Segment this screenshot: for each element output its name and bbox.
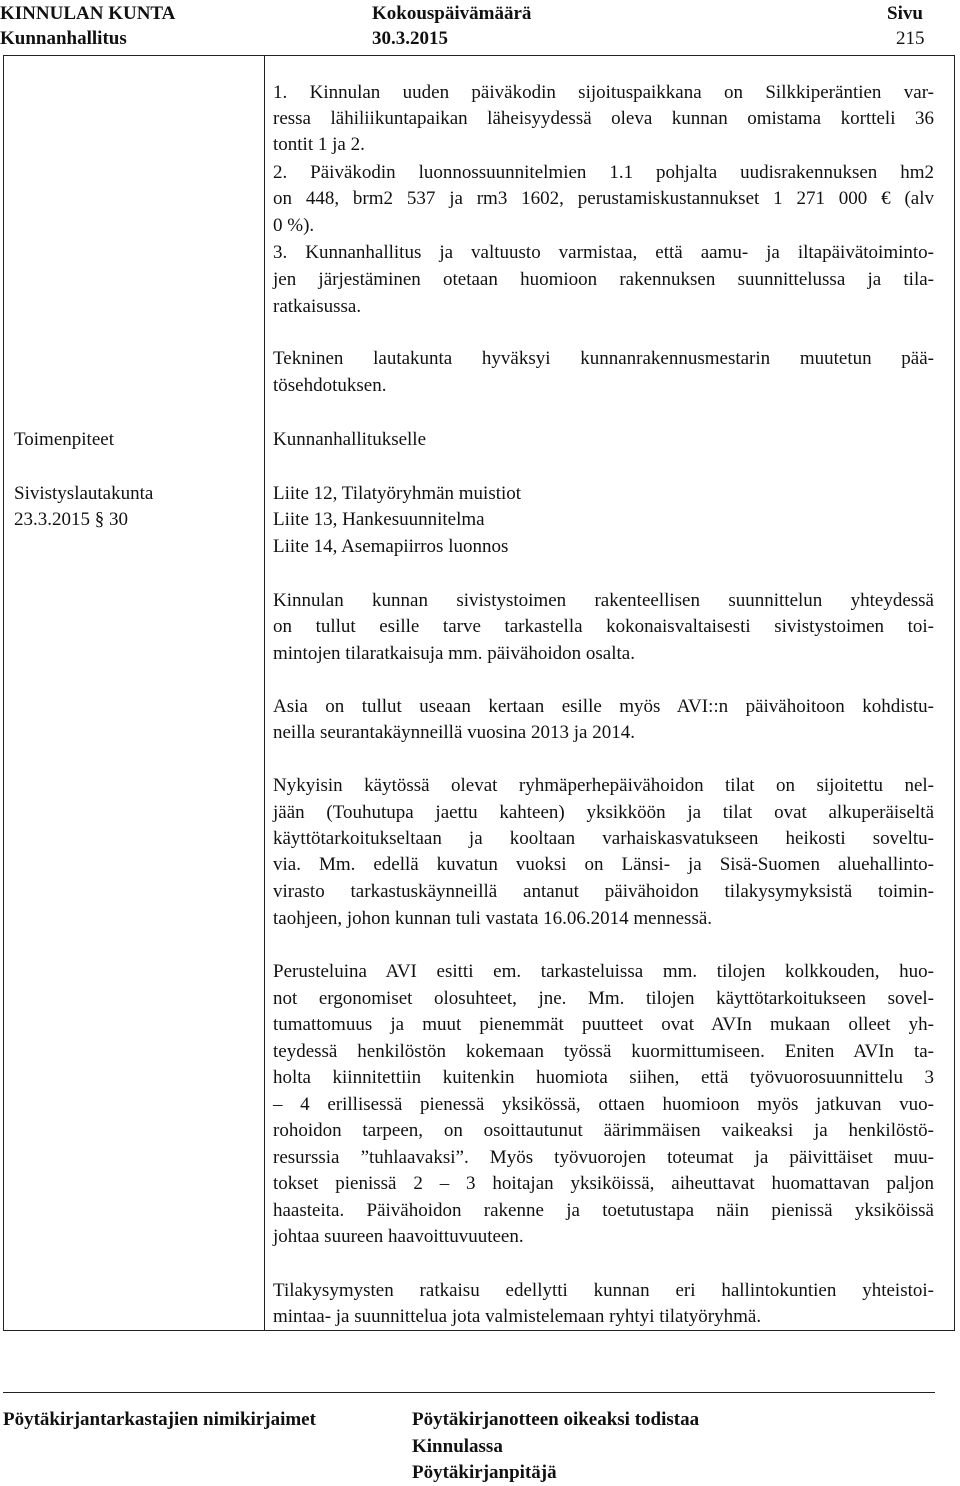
- text-line: 2. Päiväkodin luonnossuunnitelmien 1.1 pohjalta uudisrakennuksen hm2: [273, 162, 934, 183]
- text-line: Tilakysymysten ratkaisu edellytti kunnan eri hallintokuntien yhteistoi-: [273, 1280, 934, 1301]
- text-line: teydessä henkilöstön kokemaan työssä kuormittumiseen. Eniten AVIn ta-: [273, 1041, 934, 1062]
- committee-ref: 23.3.2015 § 30: [14, 509, 128, 530]
- text-line: via. Mm. edellä kuvatun vuoksi on Länsi- ja Sisä-Suomen aluehallinto-: [273, 854, 934, 875]
- text-line: Perusteluina AVI esitti em. tarkasteluissa mm. tilojen kolkkouden, huo-: [273, 961, 934, 982]
- side-heading: Toimenpiteet: [14, 429, 114, 450]
- date-label: Kokouspäivämäärä: [372, 3, 532, 24]
- text-line: tumattomuus ja muut pienemmät puutteet ovat AVIn mukaan olleet yh-: [273, 1014, 934, 1035]
- text-line: Tekninen lautakunta hyväksyi kunnanrakennusmestarin muutetun pää-: [273, 348, 934, 369]
- text-line: johtaa suureen haavoittuvuuteen.: [273, 1226, 524, 1247]
- column-divider: [264, 56, 265, 1330]
- text-line: taohjeen, johon kunnan tuli vastata 16.06.2014 mennessä.: [273, 908, 713, 929]
- text-line: jään (Touhutupa jaettu kahteen) yksikköön ja tilat ovat alkuperäiseltä: [273, 802, 934, 823]
- text-line: tontit 1 ja 2.: [273, 134, 365, 155]
- text-line: käyttötarkoitukseltaan ja kooltaan varhaiskasvatukseen heikosti soveltu-: [273, 828, 934, 849]
- text-line: Nykyisin käytössä olevat ryhmäperhepäivähoidon tilat on sijoitettu nel-: [273, 775, 934, 796]
- text-line: 1. Kinnulan uuden päiväkodin sijoituspaikkana on Silkkiperäntien var-: [273, 82, 934, 103]
- text-line: mintaa- ja suunnittelua jota valmistelemaan ryhtyi tilatyöryhmä.: [273, 1306, 762, 1327]
- text-line: holta kiinnitettiin kuitenkin huomiota siihen, että työvuorosuunnittelu 3: [273, 1067, 934, 1088]
- text-line: resurssia ”tuhlaavaksi”. Myös työvuorojen toteumat ja päivittäiset muu-: [273, 1147, 934, 1168]
- municipality-name: KINNULAN KUNTA: [0, 3, 176, 24]
- committee-name: Sivistyslautakunta: [14, 483, 154, 504]
- text-line: ressa lähiliikuntapaikan läheisyydessä oleva kunnan omistama kortteli 36: [273, 108, 934, 129]
- text-line: rohoidon tarpeen, on osoittautunut äärimmäisen vaikeaksi ja henkilöstö-: [273, 1120, 934, 1141]
- meeting-date: 30.3.2015: [372, 28, 448, 49]
- text-line: Liite 12, Tilatyöryhmän muistiot: [273, 483, 522, 504]
- text-line: tösehdotuksen.: [273, 375, 387, 396]
- page-label: Sivu: [887, 3, 923, 24]
- certified-label: Pöytäkirjanotteen oikeaksi todistaa: [412, 1409, 700, 1430]
- text-line: on tullut esille tarve tarkastella kokonaisvaltaisesti sivistystoimen toi-: [273, 616, 934, 637]
- text-line: Asia on tullut useaan kertaan esille myös AVI::n päivähoitoon kohdistu-: [273, 696, 934, 717]
- page-number: 215: [896, 28, 925, 49]
- text-line: haasteita. Päivähoidon rakenne ja toetutustapa näin pienissä yksiköissä: [273, 1200, 934, 1221]
- body-name: Kunnanhallitus: [0, 28, 127, 49]
- text-line: Liite 13, Hankesuunnitelma: [273, 509, 485, 530]
- text-line: – 4 erillisessä pienessä yksikössä, ottaen huomioon myös jatkuvan vuo-: [273, 1094, 934, 1115]
- text-line: tokset pienissä 2 – 3 hoitajan yksiköissä, aiheuttavat huomattavan paljon: [273, 1173, 934, 1194]
- text-line: not ergonomiset olosuhteet, jne. Mm. tilojen käyttötarkoitukseen sovel-: [273, 988, 934, 1009]
- text-line: jen järjestäminen otetaan huomioon rakennuksen suunnittelussa ja tila-: [273, 269, 934, 290]
- text-line: Liite 14, Asemapiirros luonnos: [273, 536, 509, 557]
- text-line: Kunnanhallitukselle: [273, 429, 427, 450]
- place-label: Kinnulassa: [412, 1436, 503, 1457]
- text-line: ratkaisussa.: [273, 296, 362, 317]
- text-line: on 448, brm2 537 ja rm3 1602, perustamiskustannukset 1 271 000 € (alv: [273, 188, 934, 209]
- text-line: neilla seurantakäynneillä vuosina 2013 ja 2014.: [273, 722, 635, 743]
- text-line: virasto tarkastuskäynneillä antanut päivähoidon tilakysymyksistä toimin-: [273, 881, 934, 902]
- text-line: mintojen tilaratkaisuja mm. päivähoidon osalta.: [273, 643, 635, 664]
- text-line: 0 %).: [273, 215, 315, 236]
- signers-label: Pöytäkirjantarkastajien nimikirjaimet: [3, 1409, 316, 1430]
- footer-rule: [3, 1392, 935, 1393]
- page-header: [0, 2, 960, 52]
- keeper-label: Pöytäkirjanpitäjä: [412, 1462, 557, 1483]
- text-line: 3. Kunnanhallitus ja valtuusto varmistaa, että aamu- ja iltapäivätoiminto-: [273, 242, 934, 263]
- text-line: Kinnulan kunnan sivistystoimen rakenteellisen suunnittelun yhteydessä: [273, 590, 934, 611]
